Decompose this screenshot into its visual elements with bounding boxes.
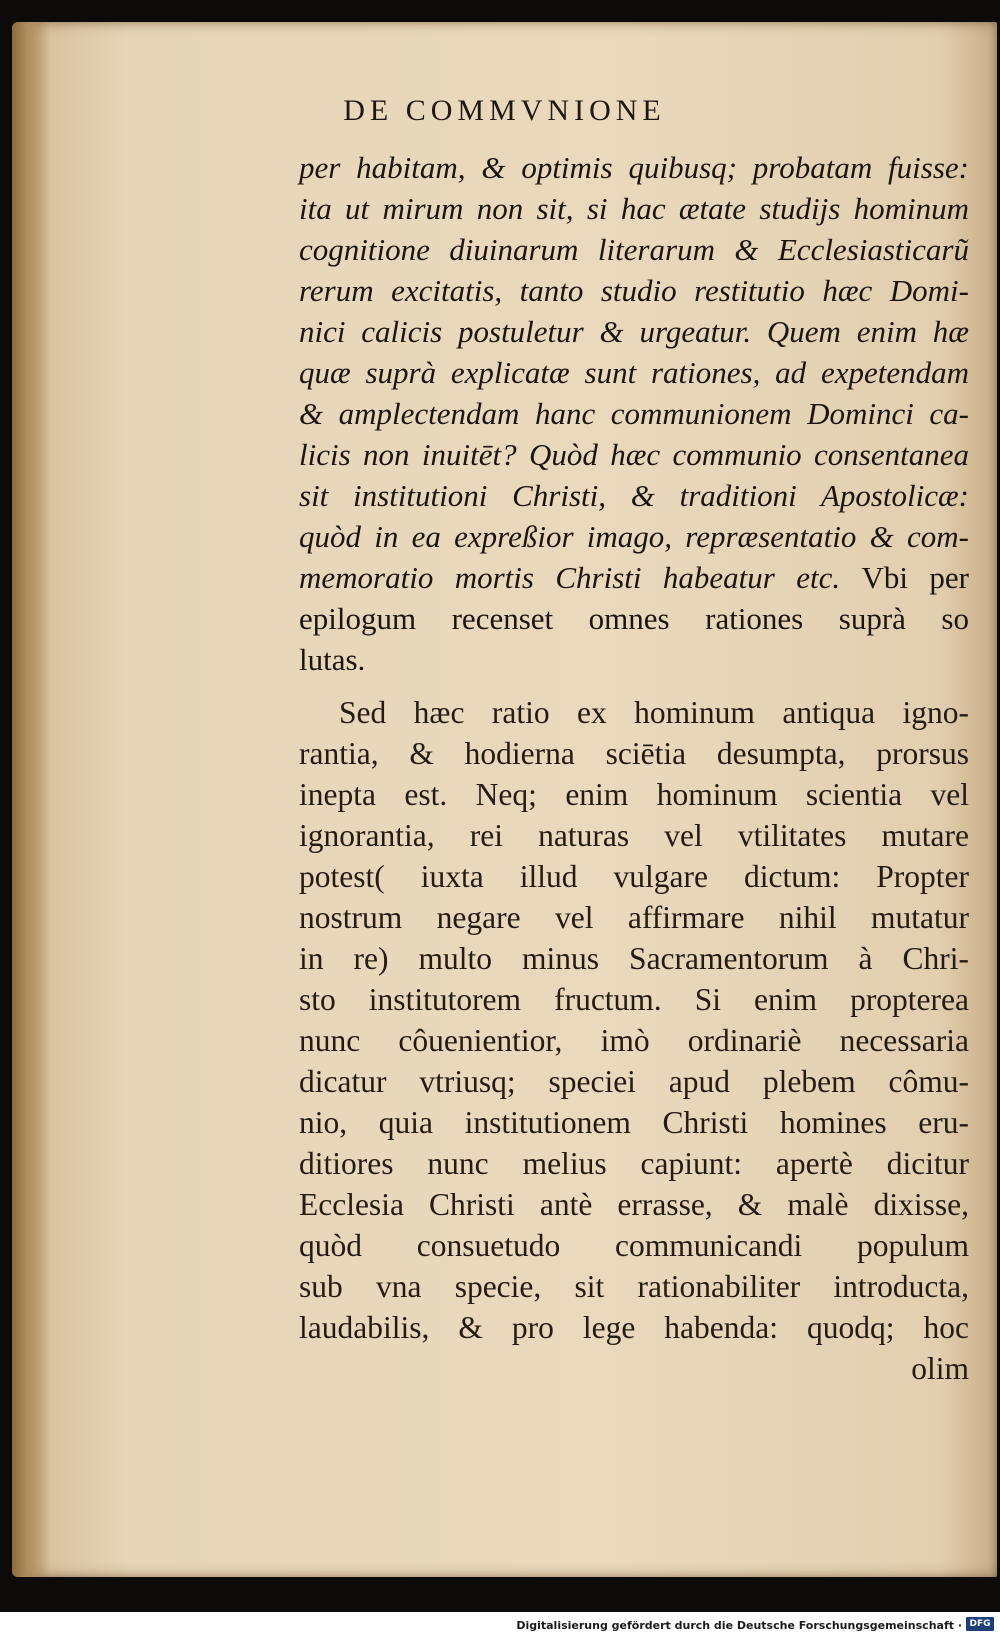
dfg-logo: DFG	[966, 1617, 994, 1631]
catchword: olim	[911, 1351, 969, 1386]
running-head: DE COMMVNIONE	[343, 94, 666, 127]
text-line: & amplectendam hanc communionem Dominci ca-	[299, 396, 969, 431]
italic-paragraph	[299, 147, 969, 680]
text-line: Sed hæc ratio ex hominum antiqua igno-	[339, 695, 969, 730]
footer-bar	[0, 1612, 1000, 1636]
text-line: nostrum negare vel affirmare nihil mutatur	[299, 900, 969, 935]
text-line: epilogum recenset omnes rationes suprà so	[299, 601, 969, 636]
text-line: ditiores nunc melius capiunt: apertè dicitur	[299, 1146, 969, 1181]
text-line: nio, quia institutionem Christi homines eru-	[299, 1105, 969, 1140]
text-line: inepta est. Neq; enim hominum scientia vel	[299, 777, 969, 812]
text-line: in re) multo minus Sacramentorum à Chri-	[299, 941, 969, 976]
text-line: potest( iuxta illud vulgare dictum: Propter	[299, 859, 969, 894]
page-gutter-shadow	[12, 22, 50, 1577]
text-line: ita ut mirum non sit, si hac ætate studijs hominum	[299, 191, 969, 226]
text-line: lutas.	[299, 642, 366, 677]
roman-paragraph	[299, 692, 969, 1389]
text-line: sub vna specie, sit rationabiliter introducta,	[299, 1269, 969, 1304]
text-line: sto institutorem fructum. Si enim propterea	[299, 982, 969, 1017]
text-line: laudabilis, & pro lege habenda: quodq; hoc	[299, 1310, 969, 1345]
text-line: licis non inuitēt? Quòd hæc communio consentanea	[299, 437, 969, 472]
text-line: cognitione diuinarum literarum & Ecclesiasticarũ	[299, 232, 969, 267]
text-line: quòd in ea expreßior imago, repræsentatio & com-	[299, 519, 969, 554]
text-line: nunc côuenientior, imò ordinariè necessaria	[299, 1023, 969, 1058]
text-line: per habitam, & optimis quibusq; probatam fuisse:	[299, 150, 969, 185]
text-line-mixed	[299, 557, 969, 598]
roman-text: Vbi per	[861, 560, 969, 595]
text-line: nici calicis postuletur & urgeatur. Quem enim hæ	[299, 314, 969, 349]
text-line: sit institutioni Christi, & traditioni Apostolicæ:	[299, 478, 969, 513]
italic-text: memoratio mortis Christi habeatur etc.	[299, 560, 841, 595]
text-line: quæ suprà explicatæ sunt rationes, ad expetendam	[299, 355, 969, 390]
text-line: dicatur vtriusq; speciei apud plebem cômu-	[299, 1064, 969, 1099]
book-page	[12, 22, 997, 1577]
text-line: ignorantia, rei naturas vel vtilitates mutare	[299, 818, 969, 853]
text-line: quòd consuetudo communicandi populum	[299, 1228, 969, 1263]
text-line: Ecclesia Christi antè errasse, & malè dixisse,	[299, 1187, 969, 1222]
text-line: rerum excitatis, tanto studio restitutio hæc Domi-	[299, 273, 969, 308]
footer-credit: Digitalisierung gefördert durch die Deutsche Forschungsgemeinschaft ·	[516, 1619, 962, 1632]
text-line: rantia, & hodierna sciētia desumpta, prorsus	[299, 736, 969, 771]
